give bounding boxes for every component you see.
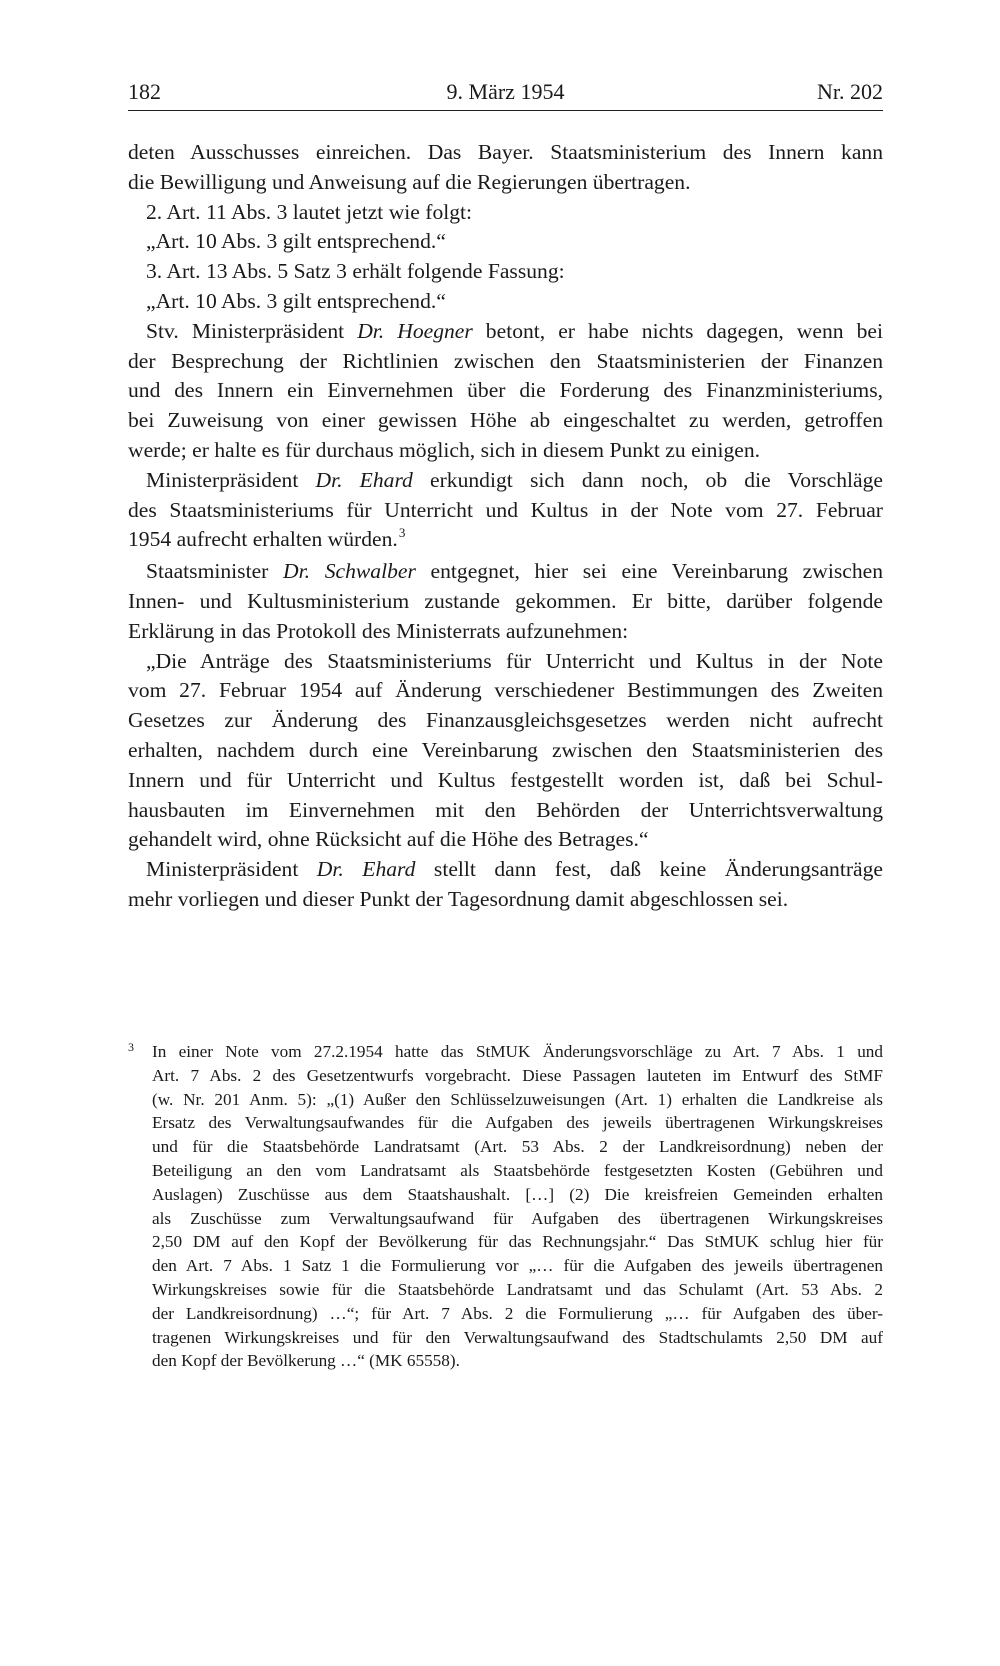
text-line: „Die Anträge des Staatsministeriums für Unterricht und Kultus in der Note [146,648,883,673]
footnote-line: den Art. 7 Abs. 1 Satz 1 die Formulierung vor „… für die Aufgaben des jeweils übertragenen [152,1256,883,1276]
text-fragment: Ministerpräsident [146,467,316,492]
footnote-line: als Zuschüsse zum Verwaltungsaufwand für Aufgaben des übertragenen Wirkungskreises [152,1208,883,1228]
text-line: erhalten, nachdem durch eine Vereinbarung zwischen den Staatsministerien des [128,737,883,762]
footnote-line: Art. 7 Abs. 2 des Gesetzentwurfs vorgebracht. Diese Passagen lauteten im Entwurf des StMF [152,1065,883,1085]
footnote-marker: 3 [128,1040,134,1054]
footnote-line: Ersatz des Verwaltungsaufwandes für die Aufgaben des jeweils übertragenen Wirkungskreises [152,1113,883,1133]
text-line: der Besprechung der Richtlinien zwischen den Staatsministerien der Finanzen [128,348,883,373]
footnote-line: Wirkungskreises sowie für die Staatsbehörde Landratsamt und das Schulamt (Art. 53 Abs. 2 [152,1279,883,1299]
header-date: 9. März 1954 [446,79,565,104]
speaker-name: Dr. Hoegner [357,318,473,343]
amendment-item: 2. Art. 11 Abs. 3 lautet jetzt wie folgt: [146,199,473,224]
quoted-declaration [128,647,883,856]
footnote-line: den Kopf der Bevölkerung …“ (MK 65558). [152,1351,460,1371]
text-fragment: Staatsminister [146,559,284,584]
footnote-line: (w. Nr. 201 Anm. 5): „(1) Außer den Schlüsselzuweisungen (Art. 1) erhalten die Landkreise als [152,1089,883,1109]
text-fragment: betont, er habe nichts dagegen, wenn bei [472,318,883,343]
footnote-reference[interactable]: 3 [398,525,406,541]
amendment-text: „Art. 10 Abs. 3 gilt entsprechend.“ [146,229,446,254]
text-line: vom 27. Februar 1954 auf Änderung verschiedener Bestimmungen des Zweiten [128,678,883,703]
speaker-name: Dr. Ehard [315,467,413,492]
text-line: und des Innern ein Einvernehmen über die Forderung des Finanzministeriums, [128,378,883,403]
text-line: die Bewilligung und Anweisung auf die Regierungen übertragen. [128,169,691,194]
speaker-name: Dr. Ehard [316,857,416,882]
text-line: Innen- und Kultusministerium zustande gekommen. Er bitte, darüber folgende [128,588,883,613]
text-line: hausbauten im Einvernehmen mit den Behörden der Unterrichtsverwaltung [128,797,883,822]
text-line [128,855,883,885]
text-line: Erklärung in das Protokoll des Ministerrats aufzunehmen: [128,618,629,643]
document-number: Nr. 202 [817,79,883,104]
paragraph-ehard-conclusion [128,855,883,915]
speaker-name: Dr. Schwalber [283,559,416,584]
text-line: bei Zuweisung von einer gewissen Höhe ab eingeschaltet zu werden, getroffen [128,408,883,433]
text-line [128,557,883,587]
text-fragment: Ministerpräsident [146,857,317,882]
text-line: mehr vorliegen und dieser Punkt der Tagesordnung damit abgeschlossen sei. [128,886,789,911]
body-text [128,138,883,915]
text-line: deten Ausschusses einreichen. Das Bayer. Staatsministerium des Innern kann [128,140,883,164]
footnotes-section [128,1040,883,1373]
text-fragment: erkundigt sich dann noch, ob die Vorschläge [412,467,884,492]
text-fragment: stellt dann fest, daß keine Änderungsanträge [415,857,883,882]
text-line: Gesetzes zur Änderung des Finanzausgleichsgesetzes werden nicht aufrecht [128,708,883,733]
text-line: Innern und für Unterricht und Kultus festgestellt worden ist, daß bei Schul- [128,767,883,792]
text-fragment: entgegnet, hier sei eine Vereinbarung zwischen [415,559,884,584]
footnote-line: 2,50 DM auf den Kopf der Bevölkerung für das Rechnungsjahr.“ Das StMUK schlug hier für [152,1232,883,1252]
paragraph-schwalber [128,557,883,646]
text-line [128,525,883,557]
footnote-line: In einer Note vom 27.2.1954 hatte das StMUK Änderungsvorschläge zu Art. 7 Abs. 1 und [152,1042,883,1061]
paragraph-hoegner [128,317,883,466]
amendment-list [128,198,883,317]
footnote-line: der Landkreisordnung) …“; für Art. 7 Abs. 2 die Formulierung „… für Aufgaben des über- [152,1303,883,1323]
text-line: werde; er halte es für durchaus möglich, sich in diesem Punkt zu einigen. [128,437,761,462]
footnote-line: tragenen Wirkungskreises und für den Verwaltungsaufwand des Stadtschulamts 2,50 DM auf [152,1327,883,1347]
text-line: gehandelt wird, ohne Rücksicht auf die Höhe des Betrages.“ [128,827,649,852]
amendment-text: „Art. 10 Abs. 3 gilt entsprechend.“ [146,288,446,313]
text-line [128,466,883,496]
paragraph-ehard-inquiry [128,466,883,557]
footnote-3 [128,1040,883,1373]
text-line: des Staatsministeriums für Unterricht und Kultus in der Note vom 27. Februar [128,497,883,522]
footnote-line: Auslagen) Zuschüsse aus dem Staatshaushalt. […] (2) Die kreisfreien Gemeinden erhalten [152,1184,883,1204]
amendment-item: 3. Art. 13 Abs. 5 Satz 3 erhält folgende Fassung: [146,259,565,284]
text-fragment: Stv. Ministerpräsident [146,318,358,343]
text-line [128,317,883,347]
running-header [128,78,883,111]
page-number: 182 [128,79,161,104]
continued-paragraph [128,138,883,198]
footnote-line: Beteiligung an den vom Landratsamt als Staatsbehörde festgesetzten Kosten (Gebühren und [152,1160,883,1180]
footnote-line: und für die Staatsbehörde Landratsamt (Art. 53 Abs. 2 der Landkreisordnung) neben der [152,1137,883,1157]
text-fragment: 1954 aufrecht erhalten würden. [128,527,398,552]
